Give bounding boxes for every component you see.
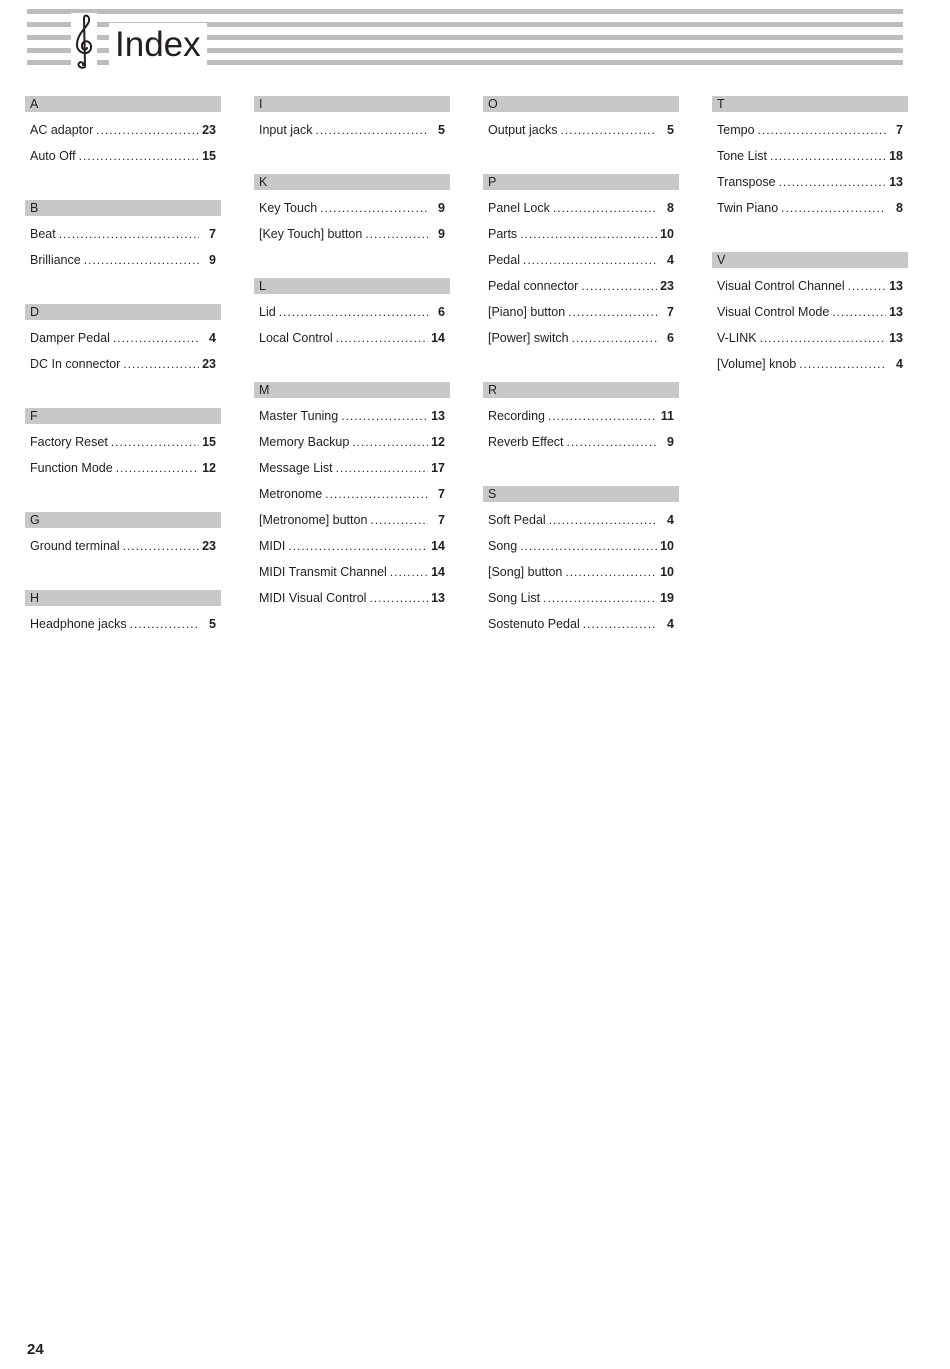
dot-leader [316,122,428,138]
dot-leader [581,278,657,294]
treble-clef-icon [71,13,97,71]
dot-leader [336,330,428,346]
entry-page: 13 [431,409,445,423]
entry-page: 13 [431,591,445,605]
dot-leader [799,356,886,372]
index-entry[interactable] [25,226,221,252]
page-number: 24 [27,1341,44,1358]
dot-leader [520,538,657,554]
entry-term: AC adaptor [30,123,94,137]
index-section-g [25,512,221,564]
index-entry[interactable] [483,590,679,616]
entry-page: 14 [431,331,445,345]
entry-term: Output jacks [488,123,558,137]
entry-page: 8 [667,201,674,215]
entry-page: 23 [660,279,674,293]
index-entry[interactable] [25,460,221,486]
entry-page: 4 [667,253,674,267]
dot-leader [123,538,199,554]
entry-term: Function Mode [30,461,113,475]
entry-page: 13 [889,175,903,189]
entry-term: Ground terminal [30,539,120,553]
dot-leader [84,252,199,268]
entry-page: 6 [438,305,445,319]
entry-term: Metronome [259,487,323,501]
dot-leader [758,122,886,138]
entry-page: 9 [209,253,216,267]
index-entry[interactable] [483,304,679,330]
index-entry[interactable] [483,564,679,590]
section-letter: G [25,512,221,528]
entry-page: 13 [889,279,903,293]
entry-term: Master Tuning [259,409,339,423]
entry-term: Key Touch [259,201,318,215]
index-entry[interactable] [254,200,450,226]
index-entry[interactable] [254,564,450,590]
index-entry[interactable] [254,538,450,564]
entry-term: Tone List [717,149,768,163]
entry-term: Input jack [259,123,313,137]
page-title: Index [109,23,207,67]
dot-leader [572,330,657,346]
index-section-m [254,382,450,616]
entry-page: 8 [896,201,903,215]
index-entry[interactable] [254,460,450,486]
entry-page: 15 [202,435,216,449]
index-section-d [25,304,221,382]
dot-leader [341,408,428,424]
index-entry[interactable] [483,200,679,226]
entry-page: 18 [889,149,903,163]
dot-leader [583,616,657,632]
section-letter: M [254,382,450,398]
dot-leader [370,512,428,528]
staff-line [27,9,903,14]
entry-term: Twin Piano [717,201,779,215]
index-entry[interactable] [483,616,679,642]
entry-page: 23 [202,539,216,553]
section-letter: V [712,252,908,268]
index-entry[interactable] [254,226,450,252]
index-entry[interactable] [483,226,679,252]
index-entry[interactable] [25,434,221,460]
entry-page: 14 [431,539,445,553]
entry-term: Parts [488,227,518,241]
entry-term: Reverb Effect [488,435,564,449]
entry-term: Damper Pedal [30,331,110,345]
entry-page: 23 [202,357,216,371]
entry-term: Memory Backup [259,435,350,449]
index-section-s [483,486,679,642]
index-entry[interactable] [483,408,679,434]
dot-leader [848,278,886,294]
dot-leader [336,460,428,476]
entry-page: 10 [660,565,674,579]
section-letter: B [25,200,221,216]
entry-term: Pedal [488,253,520,267]
entry-term: Message List [259,461,333,475]
dot-leader [365,226,428,242]
section-letter: D [25,304,221,320]
section-letter: T [712,96,908,112]
entry-term: Sostenuto Pedal [488,617,580,631]
section-letter: H [25,590,221,606]
index-column [254,96,450,642]
section-letter: P [483,174,679,190]
entry-term: Song [488,539,518,553]
dot-leader [288,538,428,554]
entry-term: [Key Touch] button [259,227,363,241]
index-section-h [25,590,221,642]
entry-term: Brilliance [30,253,81,267]
index-entry[interactable] [483,122,679,148]
entry-page: 14 [431,565,445,579]
section-letter: O [483,96,679,112]
entry-term: Transpose [717,175,776,189]
index-entry[interactable] [712,278,908,304]
entry-page: 5 [438,123,445,137]
dot-leader [59,226,199,242]
dot-leader [116,460,199,476]
index-section-b [25,200,221,278]
index-column [712,96,908,408]
index-entry[interactable] [483,512,679,538]
dot-leader [543,590,657,606]
dot-leader [279,304,428,320]
entry-term: MIDI Visual Control [259,591,367,605]
dot-leader [832,304,886,320]
entry-page: 4 [667,617,674,631]
index-entry[interactable] [254,408,450,434]
entry-term: [Piano] button [488,305,566,319]
entry-term: [Volume] knob [717,357,797,371]
entry-page: 4 [667,513,674,527]
entry-page: 17 [431,461,445,475]
index-entry[interactable] [254,486,450,512]
entry-term: Headphone jacks [30,617,127,631]
entry-term: DC In connector [30,357,121,371]
index-header [27,9,903,67]
index-entry[interactable] [25,616,221,642]
dot-leader [130,616,199,632]
dot-leader [568,304,657,320]
index-entry[interactable] [25,148,221,174]
section-letter: I [254,96,450,112]
index-entry[interactable] [712,304,908,330]
index-entry[interactable] [712,148,908,174]
section-letter: F [25,408,221,424]
index-section-v [712,252,908,382]
entry-term: Recording [488,409,545,423]
entry-term: Soft Pedal [488,513,546,527]
dot-leader [549,512,657,528]
dot-leader [565,564,657,580]
dot-leader [320,200,428,216]
index-section-o [483,96,679,148]
entry-term: Local Control [259,331,333,345]
entry-page: 13 [889,331,903,345]
entry-page: 11 [660,409,674,423]
entry-term: [Song] button [488,565,563,579]
index-entry[interactable] [25,356,221,382]
index-entry[interactable] [483,538,679,564]
dot-leader [352,434,428,450]
index-entry[interactable] [254,434,450,460]
entry-page: 5 [667,123,674,137]
entry-term: Tempo [717,123,755,137]
dot-leader [79,148,199,164]
index-entry[interactable] [25,330,221,356]
entry-term: Auto Off [30,149,76,163]
entry-term: Beat [30,227,56,241]
dot-leader [96,122,199,138]
index-column [483,96,679,668]
entry-term: Panel Lock [488,201,550,215]
index-section-r [483,382,679,460]
index-entry[interactable] [712,330,908,356]
dot-leader [548,408,657,424]
entry-term: [Metronome] button [259,513,368,527]
index-entry[interactable] [712,200,908,226]
entry-page: 5 [209,617,216,631]
dot-leader [111,434,199,450]
entry-page: 7 [438,513,445,527]
index-section-f [25,408,221,486]
entry-page: 6 [667,331,674,345]
entry-term: Song List [488,591,541,605]
index-section-k [254,174,450,252]
index-entry[interactable] [254,330,450,356]
entry-page: 7 [438,487,445,501]
dot-leader [113,330,199,346]
entry-term: Visual Control Channel [717,279,845,293]
entry-page: 7 [896,123,903,137]
index-section-a [25,96,221,174]
index-entry[interactable] [712,122,908,148]
entry-page: 9 [438,201,445,215]
entry-term: Visual Control Mode [717,305,830,319]
entry-page: 23 [202,123,216,137]
index-entry[interactable] [483,252,679,278]
entry-term: V-LINK [717,331,757,345]
entry-page: 7 [209,227,216,241]
dot-leader [520,226,657,242]
index-section-t [712,96,908,226]
index-entry[interactable] [483,278,679,304]
index-entry[interactable] [25,252,221,278]
index-section-l [254,278,450,356]
entry-page: 12 [202,461,216,475]
entry-term: [Power] switch [488,331,569,345]
dot-leader [369,590,428,606]
section-letter: K [254,174,450,190]
index-entry[interactable] [483,330,679,356]
dot-leader [760,330,886,346]
index-entry[interactable] [254,304,450,330]
dot-leader [567,434,657,450]
index-entry[interactable] [254,512,450,538]
entry-term: Factory Reset [30,435,108,449]
section-letter: L [254,278,450,294]
entry-page: 4 [209,331,216,345]
index-section-i [254,96,450,148]
entry-term: MIDI Transmit Channel [259,565,387,579]
index-entry[interactable] [25,122,221,148]
index-entry[interactable] [712,174,908,200]
dot-leader [390,564,428,580]
index-entry[interactable] [25,538,221,564]
dot-leader [560,122,657,138]
index-entry[interactable] [254,590,450,616]
entry-page: 13 [889,305,903,319]
section-letter: R [483,382,679,398]
entry-page: 12 [431,435,445,449]
dot-leader [779,174,886,190]
section-letter: A [25,96,221,112]
index-entry[interactable] [483,434,679,460]
entry-term: Lid [259,305,276,319]
entry-page: 9 [438,227,445,241]
entry-page: 15 [202,149,216,163]
dot-leader [770,148,886,164]
dot-leader [553,200,657,216]
entry-page: 9 [667,435,674,449]
index-section-p [483,174,679,356]
entry-term: MIDI [259,539,286,553]
entry-page: 4 [896,357,903,371]
index-entry[interactable] [254,122,450,148]
index-entry[interactable] [712,356,908,382]
entry-page: 10 [660,227,674,241]
entry-page: 7 [667,305,674,319]
entry-page: 10 [660,539,674,553]
dot-leader [325,486,428,502]
section-letter: S [483,486,679,502]
dot-leader [781,200,886,216]
index-column [25,96,221,668]
entry-page: 19 [660,591,674,605]
dot-leader [123,356,199,372]
dot-leader [523,252,657,268]
entry-term: Pedal connector [488,279,579,293]
